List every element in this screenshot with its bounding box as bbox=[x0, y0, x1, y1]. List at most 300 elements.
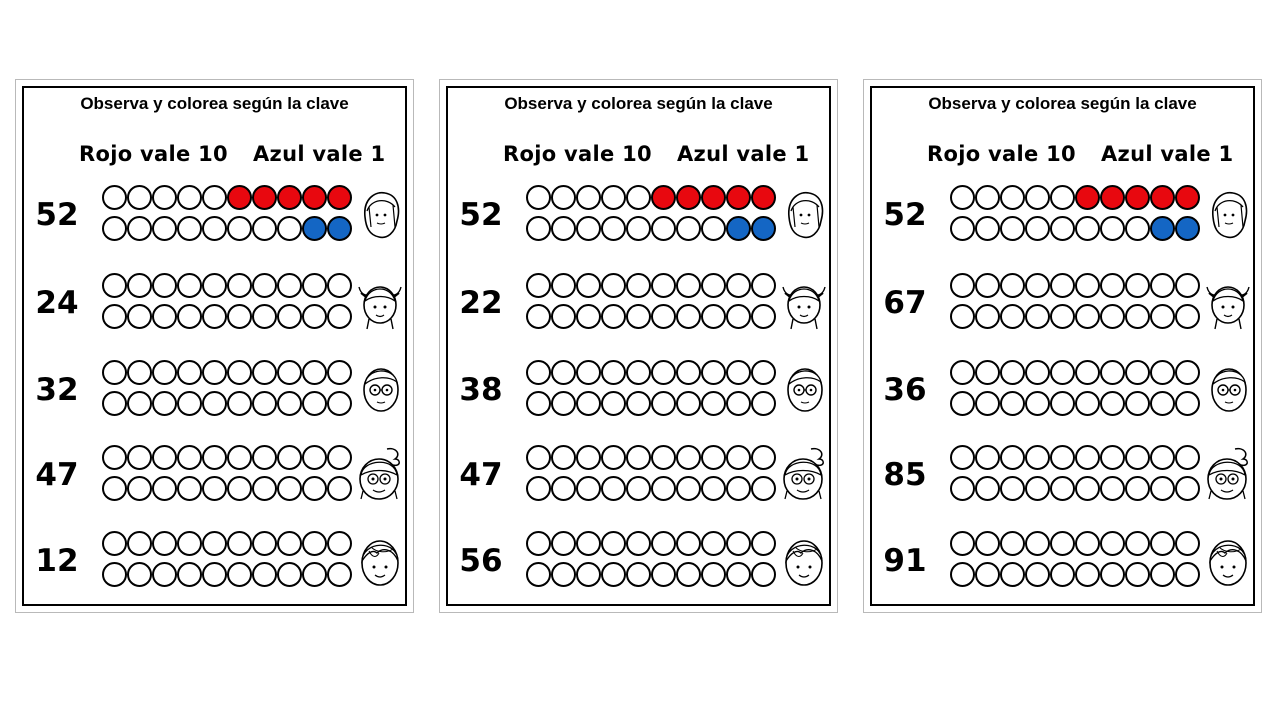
bead-circle[interactable] bbox=[1125, 273, 1150, 298]
bead-circle[interactable] bbox=[177, 445, 202, 470]
bead-circle[interactable] bbox=[950, 273, 975, 298]
bead-circle[interactable] bbox=[626, 562, 651, 587]
bead-circle[interactable] bbox=[327, 445, 352, 470]
bead-circle[interactable] bbox=[1075, 562, 1100, 587]
bead-circle[interactable] bbox=[277, 476, 302, 501]
bead-circle[interactable] bbox=[152, 216, 177, 241]
colored-bead[interactable] bbox=[651, 185, 676, 210]
bead-circle[interactable] bbox=[676, 445, 701, 470]
bead-circle[interactable] bbox=[726, 531, 751, 556]
bead-circle[interactable] bbox=[526, 273, 551, 298]
bead-circle[interactable] bbox=[751, 531, 776, 556]
bead-circle[interactable] bbox=[1000, 216, 1025, 241]
bead-circle[interactable] bbox=[701, 562, 726, 587]
bead-circle[interactable] bbox=[726, 273, 751, 298]
bead-circle[interactable] bbox=[1175, 304, 1200, 329]
bead-circle[interactable] bbox=[551, 273, 576, 298]
bead-circle[interactable] bbox=[676, 476, 701, 501]
bead-circle[interactable] bbox=[551, 391, 576, 416]
bead-circle[interactable] bbox=[726, 445, 751, 470]
bead-circle[interactable] bbox=[277, 531, 302, 556]
bead-circle[interactable] bbox=[127, 216, 152, 241]
bead-circle[interactable] bbox=[302, 445, 327, 470]
bead-circle[interactable] bbox=[975, 531, 1000, 556]
bead-circle[interactable] bbox=[975, 185, 1000, 210]
bead-circle[interactable] bbox=[1025, 531, 1050, 556]
bead-circle[interactable] bbox=[676, 273, 701, 298]
bead-circle[interactable] bbox=[576, 391, 601, 416]
bead-circle[interactable] bbox=[701, 273, 726, 298]
bead-circle[interactable] bbox=[1125, 562, 1150, 587]
bead-circle[interactable] bbox=[152, 391, 177, 416]
bead-circle[interactable] bbox=[102, 273, 127, 298]
bead-circle[interactable] bbox=[1075, 476, 1100, 501]
bead-circle[interactable] bbox=[601, 185, 626, 210]
bead-circle[interactable] bbox=[526, 562, 551, 587]
bead-circle[interactable] bbox=[1025, 445, 1050, 470]
bead-circle[interactable] bbox=[1175, 360, 1200, 385]
bead-circle[interactable] bbox=[526, 531, 551, 556]
bead-circle[interactable] bbox=[1025, 360, 1050, 385]
bead-circle[interactable] bbox=[1125, 304, 1150, 329]
bead-circle[interactable] bbox=[1150, 304, 1175, 329]
bead-circle[interactable] bbox=[1075, 391, 1100, 416]
bead-circle[interactable] bbox=[1050, 185, 1075, 210]
bead-circle[interactable] bbox=[202, 476, 227, 501]
bead-circle[interactable] bbox=[1100, 531, 1125, 556]
colored-bead[interactable] bbox=[726, 185, 751, 210]
bead-circle[interactable] bbox=[277, 273, 302, 298]
bead-circle[interactable] bbox=[551, 360, 576, 385]
bead-circle[interactable] bbox=[975, 273, 1000, 298]
bead-circle[interactable] bbox=[152, 445, 177, 470]
bead-circle[interactable] bbox=[726, 476, 751, 501]
bead-circle[interactable] bbox=[127, 445, 152, 470]
bead-circle[interactable] bbox=[526, 216, 551, 241]
bead-circle[interactable] bbox=[626, 391, 651, 416]
bead-circle[interactable] bbox=[701, 531, 726, 556]
bead-circle[interactable] bbox=[277, 216, 302, 241]
bead-circle[interactable] bbox=[102, 445, 127, 470]
bead-circle[interactable] bbox=[551, 445, 576, 470]
bead-circle[interactable] bbox=[726, 562, 751, 587]
bead-circle[interactable] bbox=[1000, 360, 1025, 385]
bead-circle[interactable] bbox=[1100, 391, 1125, 416]
bead-circle[interactable] bbox=[601, 531, 626, 556]
bead-circle[interactable] bbox=[726, 391, 751, 416]
bead-circle[interactable] bbox=[1150, 531, 1175, 556]
bead-circle[interactable] bbox=[975, 391, 1000, 416]
bead-circle[interactable] bbox=[950, 445, 975, 470]
colored-bead[interactable] bbox=[701, 185, 726, 210]
bead-circle[interactable] bbox=[127, 476, 152, 501]
bead-circle[interactable] bbox=[950, 476, 975, 501]
bead-circle[interactable] bbox=[576, 273, 601, 298]
bead-circle[interactable] bbox=[252, 562, 277, 587]
bead-circle[interactable] bbox=[950, 185, 975, 210]
bead-circle[interactable] bbox=[1100, 216, 1125, 241]
bead-circle[interactable] bbox=[1050, 273, 1075, 298]
bead-circle[interactable] bbox=[526, 445, 551, 470]
bead-circle[interactable] bbox=[277, 360, 302, 385]
bead-circle[interactable] bbox=[701, 445, 726, 470]
bead-circle[interactable] bbox=[551, 476, 576, 501]
bead-circle[interactable] bbox=[701, 304, 726, 329]
bead-circle[interactable] bbox=[1050, 562, 1075, 587]
bead-circle[interactable] bbox=[252, 216, 277, 241]
bead-circle[interactable] bbox=[651, 445, 676, 470]
bead-circle[interactable] bbox=[327, 360, 352, 385]
bead-circle[interactable] bbox=[626, 304, 651, 329]
bead-circle[interactable] bbox=[751, 304, 776, 329]
bead-circle[interactable] bbox=[726, 360, 751, 385]
colored-bead[interactable] bbox=[1150, 185, 1175, 210]
bead-circle[interactable] bbox=[626, 216, 651, 241]
bead-circle[interactable] bbox=[227, 273, 252, 298]
bead-circle[interactable] bbox=[551, 216, 576, 241]
bead-circle[interactable] bbox=[252, 304, 277, 329]
bead-circle[interactable] bbox=[1000, 445, 1025, 470]
bead-circle[interactable] bbox=[1125, 476, 1150, 501]
bead-circle[interactable] bbox=[102, 391, 127, 416]
bead-circle[interactable] bbox=[1025, 216, 1050, 241]
bead-circle[interactable] bbox=[651, 216, 676, 241]
bead-circle[interactable] bbox=[202, 304, 227, 329]
bead-circle[interactable] bbox=[651, 360, 676, 385]
bead-circle[interactable] bbox=[177, 391, 202, 416]
bead-circle[interactable] bbox=[1075, 531, 1100, 556]
colored-bead[interactable] bbox=[1100, 185, 1125, 210]
bead-circle[interactable] bbox=[950, 304, 975, 329]
bead-circle[interactable] bbox=[701, 391, 726, 416]
bead-circle[interactable] bbox=[601, 360, 626, 385]
bead-circle[interactable] bbox=[576, 476, 601, 501]
bead-circle[interactable] bbox=[327, 391, 352, 416]
bead-circle[interactable] bbox=[327, 531, 352, 556]
bead-circle[interactable] bbox=[1100, 562, 1125, 587]
bead-circle[interactable] bbox=[1000, 562, 1025, 587]
bead-circle[interactable] bbox=[576, 531, 601, 556]
bead-circle[interactable] bbox=[1100, 360, 1125, 385]
bead-circle[interactable] bbox=[1050, 445, 1075, 470]
bead-circle[interactable] bbox=[576, 360, 601, 385]
bead-circle[interactable] bbox=[302, 360, 327, 385]
bead-circle[interactable] bbox=[202, 531, 227, 556]
bead-circle[interactable] bbox=[601, 273, 626, 298]
bead-circle[interactable] bbox=[177, 273, 202, 298]
bead-circle[interactable] bbox=[626, 445, 651, 470]
bead-circle[interactable] bbox=[551, 531, 576, 556]
bead-circle[interactable] bbox=[102, 216, 127, 241]
bead-circle[interactable] bbox=[975, 360, 1000, 385]
bead-circle[interactable] bbox=[327, 273, 352, 298]
bead-circle[interactable] bbox=[701, 360, 726, 385]
bead-circle[interactable] bbox=[127, 391, 152, 416]
bead-circle[interactable] bbox=[202, 216, 227, 241]
bead-circle[interactable] bbox=[601, 476, 626, 501]
bead-circle[interactable] bbox=[1050, 476, 1075, 501]
colored-bead[interactable] bbox=[1125, 185, 1150, 210]
bead-circle[interactable] bbox=[551, 562, 576, 587]
bead-circle[interactable] bbox=[676, 304, 701, 329]
bead-circle[interactable] bbox=[127, 562, 152, 587]
colored-bead[interactable] bbox=[1175, 185, 1200, 210]
bead-circle[interactable] bbox=[1125, 445, 1150, 470]
bead-circle[interactable] bbox=[950, 360, 975, 385]
bead-circle[interactable] bbox=[302, 273, 327, 298]
bead-circle[interactable] bbox=[177, 216, 202, 241]
bead-circle[interactable] bbox=[227, 476, 252, 501]
bead-circle[interactable] bbox=[1125, 360, 1150, 385]
bead-circle[interactable] bbox=[1150, 562, 1175, 587]
bead-circle[interactable] bbox=[751, 360, 776, 385]
bead-circle[interactable] bbox=[1050, 216, 1075, 241]
bead-circle[interactable] bbox=[1000, 476, 1025, 501]
bead-circle[interactable] bbox=[626, 273, 651, 298]
bead-circle[interactable] bbox=[626, 185, 651, 210]
bead-circle[interactable] bbox=[576, 185, 601, 210]
bead-circle[interactable] bbox=[1000, 391, 1025, 416]
bead-circle[interactable] bbox=[1150, 391, 1175, 416]
bead-circle[interactable] bbox=[526, 360, 551, 385]
bead-circle[interactable] bbox=[227, 391, 252, 416]
bead-circle[interactable] bbox=[227, 562, 252, 587]
bead-circle[interactable] bbox=[676, 216, 701, 241]
bead-circle[interactable] bbox=[1175, 391, 1200, 416]
bead-circle[interactable] bbox=[202, 360, 227, 385]
bead-circle[interactable] bbox=[252, 360, 277, 385]
bead-circle[interactable] bbox=[1150, 273, 1175, 298]
bead-circle[interactable] bbox=[601, 304, 626, 329]
colored-bead[interactable] bbox=[252, 185, 277, 210]
bead-circle[interactable] bbox=[102, 304, 127, 329]
bead-circle[interactable] bbox=[751, 445, 776, 470]
bead-circle[interactable] bbox=[1175, 273, 1200, 298]
bead-circle[interactable] bbox=[277, 562, 302, 587]
bead-circle[interactable] bbox=[1150, 360, 1175, 385]
bead-circle[interactable] bbox=[1125, 391, 1150, 416]
bead-circle[interactable] bbox=[177, 360, 202, 385]
bead-circle[interactable] bbox=[252, 531, 277, 556]
bead-circle[interactable] bbox=[1000, 273, 1025, 298]
bead-circle[interactable] bbox=[601, 562, 626, 587]
bead-circle[interactable] bbox=[152, 185, 177, 210]
bead-circle[interactable] bbox=[1000, 185, 1025, 210]
colored-bead[interactable] bbox=[726, 216, 751, 241]
colored-bead[interactable] bbox=[302, 185, 327, 210]
colored-bead[interactable] bbox=[1150, 216, 1175, 241]
bead-circle[interactable] bbox=[1125, 531, 1150, 556]
bead-circle[interactable] bbox=[1150, 445, 1175, 470]
bead-circle[interactable] bbox=[601, 216, 626, 241]
bead-circle[interactable] bbox=[202, 185, 227, 210]
bead-circle[interactable] bbox=[202, 391, 227, 416]
bead-circle[interactable] bbox=[1050, 531, 1075, 556]
bead-circle[interactable] bbox=[177, 562, 202, 587]
bead-circle[interactable] bbox=[277, 304, 302, 329]
bead-circle[interactable] bbox=[102, 360, 127, 385]
bead-circle[interactable] bbox=[1175, 476, 1200, 501]
bead-circle[interactable] bbox=[1050, 391, 1075, 416]
bead-circle[interactable] bbox=[152, 304, 177, 329]
bead-circle[interactable] bbox=[651, 531, 676, 556]
bead-circle[interactable] bbox=[127, 531, 152, 556]
bead-circle[interactable] bbox=[1025, 304, 1050, 329]
bead-circle[interactable] bbox=[152, 476, 177, 501]
bead-circle[interactable] bbox=[202, 562, 227, 587]
bead-circle[interactable] bbox=[601, 391, 626, 416]
bead-circle[interactable] bbox=[701, 216, 726, 241]
bead-circle[interactable] bbox=[127, 185, 152, 210]
colored-bead[interactable] bbox=[676, 185, 701, 210]
bead-circle[interactable] bbox=[526, 185, 551, 210]
bead-circle[interactable] bbox=[1075, 445, 1100, 470]
bead-circle[interactable] bbox=[626, 476, 651, 501]
bead-circle[interactable] bbox=[975, 304, 1000, 329]
bead-circle[interactable] bbox=[177, 531, 202, 556]
bead-circle[interactable] bbox=[651, 391, 676, 416]
bead-circle[interactable] bbox=[576, 216, 601, 241]
bead-circle[interactable] bbox=[576, 304, 601, 329]
bead-circle[interactable] bbox=[1100, 273, 1125, 298]
bead-circle[interactable] bbox=[975, 216, 1000, 241]
bead-circle[interactable] bbox=[127, 360, 152, 385]
bead-circle[interactable] bbox=[751, 476, 776, 501]
bead-circle[interactable] bbox=[1125, 216, 1150, 241]
colored-bead[interactable] bbox=[1075, 185, 1100, 210]
bead-circle[interactable] bbox=[1000, 304, 1025, 329]
bead-circle[interactable] bbox=[651, 273, 676, 298]
bead-circle[interactable] bbox=[651, 304, 676, 329]
bead-circle[interactable] bbox=[152, 562, 177, 587]
bead-circle[interactable] bbox=[676, 531, 701, 556]
bead-circle[interactable] bbox=[1025, 185, 1050, 210]
bead-circle[interactable] bbox=[152, 273, 177, 298]
bead-circle[interactable] bbox=[1100, 304, 1125, 329]
bead-circle[interactable] bbox=[626, 531, 651, 556]
bead-circle[interactable] bbox=[302, 304, 327, 329]
bead-circle[interactable] bbox=[302, 391, 327, 416]
bead-circle[interactable] bbox=[950, 216, 975, 241]
bead-circle[interactable] bbox=[327, 476, 352, 501]
bead-circle[interactable] bbox=[526, 391, 551, 416]
bead-circle[interactable] bbox=[950, 562, 975, 587]
bead-circle[interactable] bbox=[1075, 216, 1100, 241]
bead-circle[interactable] bbox=[526, 476, 551, 501]
colored-bead[interactable] bbox=[1175, 216, 1200, 241]
bead-circle[interactable] bbox=[651, 476, 676, 501]
bead-circle[interactable] bbox=[1075, 360, 1100, 385]
bead-circle[interactable] bbox=[601, 445, 626, 470]
bead-circle[interactable] bbox=[102, 476, 127, 501]
colored-bead[interactable] bbox=[277, 185, 302, 210]
bead-circle[interactable] bbox=[252, 273, 277, 298]
bead-circle[interactable] bbox=[127, 304, 152, 329]
bead-circle[interactable] bbox=[202, 273, 227, 298]
bead-circle[interactable] bbox=[576, 562, 601, 587]
bead-circle[interactable] bbox=[102, 531, 127, 556]
bead-circle[interactable] bbox=[127, 273, 152, 298]
colored-bead[interactable] bbox=[302, 216, 327, 241]
colored-bead[interactable] bbox=[327, 216, 352, 241]
bead-circle[interactable] bbox=[1175, 531, 1200, 556]
bead-circle[interactable] bbox=[1050, 360, 1075, 385]
bead-circle[interactable] bbox=[950, 391, 975, 416]
bead-circle[interactable] bbox=[277, 391, 302, 416]
bead-circle[interactable] bbox=[1050, 304, 1075, 329]
bead-circle[interactable] bbox=[202, 445, 227, 470]
colored-bead[interactable] bbox=[227, 185, 252, 210]
colored-bead[interactable] bbox=[751, 216, 776, 241]
bead-circle[interactable] bbox=[551, 185, 576, 210]
bead-circle[interactable] bbox=[1175, 562, 1200, 587]
bead-circle[interactable] bbox=[1075, 304, 1100, 329]
bead-circle[interactable] bbox=[726, 304, 751, 329]
bead-circle[interactable] bbox=[177, 476, 202, 501]
bead-circle[interactable] bbox=[227, 304, 252, 329]
bead-circle[interactable] bbox=[152, 531, 177, 556]
bead-circle[interactable] bbox=[152, 360, 177, 385]
bead-circle[interactable] bbox=[751, 391, 776, 416]
bead-circle[interactable] bbox=[1025, 391, 1050, 416]
bead-circle[interactable] bbox=[1025, 273, 1050, 298]
bead-circle[interactable] bbox=[626, 360, 651, 385]
bead-circle[interactable] bbox=[1025, 562, 1050, 587]
bead-circle[interactable] bbox=[302, 531, 327, 556]
bead-circle[interactable] bbox=[227, 531, 252, 556]
bead-circle[interactable] bbox=[950, 531, 975, 556]
bead-circle[interactable] bbox=[302, 476, 327, 501]
bead-circle[interactable] bbox=[1100, 476, 1125, 501]
bead-circle[interactable] bbox=[102, 185, 127, 210]
bead-circle[interactable] bbox=[975, 476, 1000, 501]
bead-circle[interactable] bbox=[751, 562, 776, 587]
colored-bead[interactable] bbox=[327, 185, 352, 210]
bead-circle[interactable] bbox=[551, 304, 576, 329]
bead-circle[interactable] bbox=[1175, 445, 1200, 470]
bead-circle[interactable] bbox=[576, 445, 601, 470]
colored-bead[interactable] bbox=[751, 185, 776, 210]
bead-circle[interactable] bbox=[102, 562, 127, 587]
bead-circle[interactable] bbox=[1150, 476, 1175, 501]
bead-circle[interactable] bbox=[227, 445, 252, 470]
bead-circle[interactable] bbox=[676, 360, 701, 385]
bead-circle[interactable] bbox=[327, 562, 352, 587]
bead-circle[interactable] bbox=[526, 304, 551, 329]
bead-circle[interactable] bbox=[302, 562, 327, 587]
bead-circle[interactable] bbox=[701, 476, 726, 501]
bead-circle[interactable] bbox=[177, 304, 202, 329]
bead-circle[interactable] bbox=[1025, 476, 1050, 501]
bead-circle[interactable] bbox=[751, 273, 776, 298]
bead-circle[interactable] bbox=[227, 216, 252, 241]
bead-circle[interactable] bbox=[277, 445, 302, 470]
bead-circle[interactable] bbox=[227, 360, 252, 385]
bead-circle[interactable] bbox=[1000, 531, 1025, 556]
bead-circle[interactable] bbox=[177, 185, 202, 210]
bead-circle[interactable] bbox=[252, 476, 277, 501]
bead-circle[interactable] bbox=[676, 391, 701, 416]
bead-circle[interactable] bbox=[1100, 445, 1125, 470]
bead-circle[interactable] bbox=[676, 562, 701, 587]
bead-circle[interactable] bbox=[1075, 273, 1100, 298]
bead-circle[interactable] bbox=[975, 562, 1000, 587]
bead-circle[interactable] bbox=[252, 445, 277, 470]
bead-circle[interactable] bbox=[252, 391, 277, 416]
bead-circle[interactable] bbox=[327, 304, 352, 329]
bead-circle[interactable] bbox=[651, 562, 676, 587]
bead-circle[interactable] bbox=[975, 445, 1000, 470]
